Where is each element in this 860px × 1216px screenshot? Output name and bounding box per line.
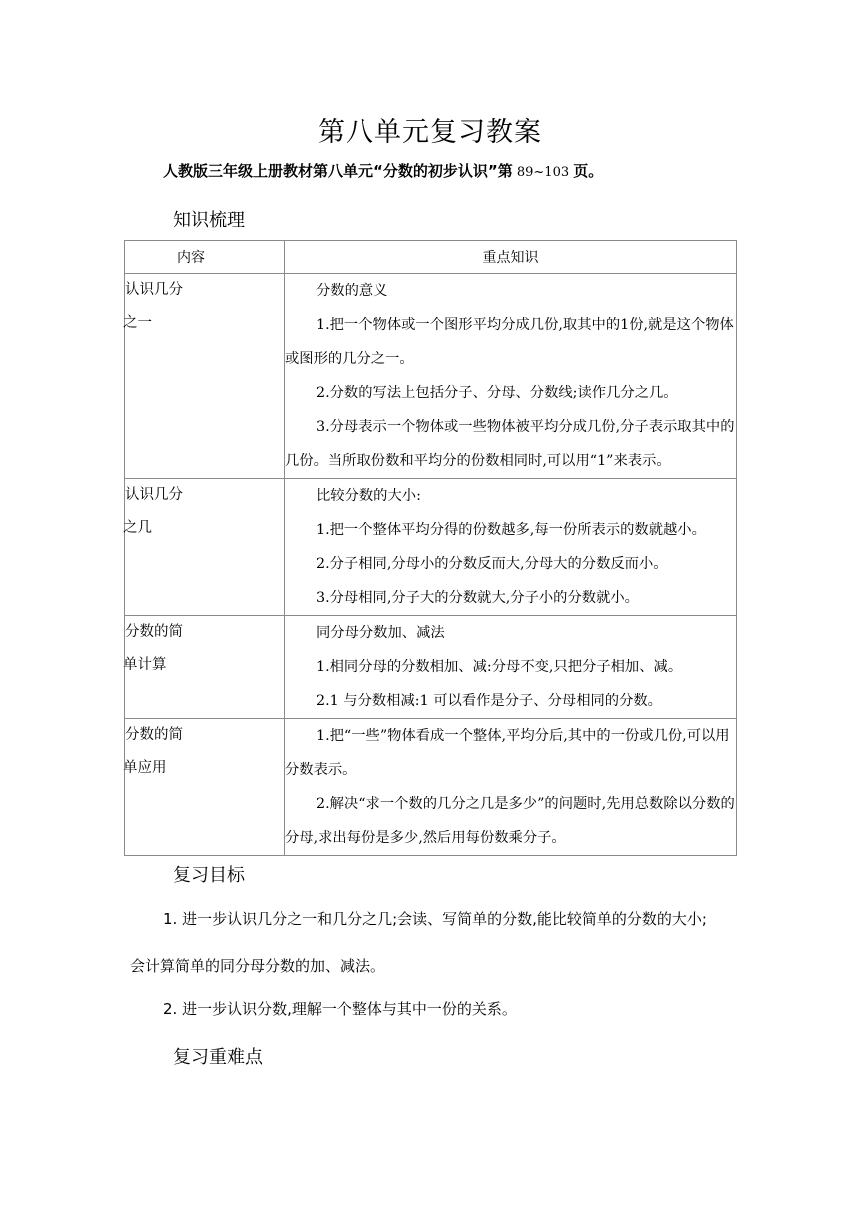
content-line: 2.1 与分数相减:1 可以看作是分子、分母相同的分数。 — [316, 693, 662, 709]
content-line: 2.分子相同,分母小的分数反而大,分母大的分数反而小。 — [316, 556, 668, 572]
topic-line: 认识几分 — [125, 487, 183, 503]
topic-line: 单计算 — [123, 657, 167, 673]
table-row — [125, 479, 737, 616]
table-header-key-points: 重点知识 — [285, 241, 737, 274]
content-line: 1.把“一些”物体看成一个整体,平均分后,其中的一份或几份,可以用分数表示。 — [285, 728, 730, 778]
topic-cell — [125, 274, 285, 479]
topic-line: 分数的简 — [125, 727, 183, 743]
content-cell — [285, 479, 737, 616]
section-heading-knowledge: 知识梳理 — [173, 210, 245, 231]
goal-2: 2. 进一步认识分数,理解一个整体与其中一份的关系。 — [163, 1000, 517, 1018]
topic-line: 认识几分 — [125, 282, 183, 298]
intro-line — [163, 160, 603, 181]
table-row — [125, 719, 737, 856]
content-line: 分数的意义 — [316, 283, 388, 299]
content-cell — [285, 719, 737, 856]
table-header-row — [125, 241, 737, 274]
topic-cell — [125, 719, 285, 856]
content-line: 比较分数的大小: — [316, 488, 421, 504]
table-row — [125, 274, 737, 479]
section-heading-goals: 复习目标 — [173, 865, 245, 886]
table-header-content: 内容 — [125, 241, 285, 274]
content-line: 1.相同分母的分数相加、减:分母不变,只把分子相加、减。 — [316, 659, 683, 675]
content-line: 3.分母相同,分子大的分数就大,分子小的分数就小。 — [316, 590, 639, 606]
knowledge-table — [124, 240, 737, 856]
topic-cell — [125, 479, 285, 616]
content-line: 1.把一个物体或一个图形平均分成几份,取其中的1份,就是这个物体或图形的几分之一。 — [285, 317, 734, 367]
intro-text-end: 页。 — [573, 162, 604, 180]
intro-text: 人教版三年级上册教材第八单元“分数的初步认识”第 — [163, 162, 513, 180]
topic-line: 单应用 — [123, 760, 167, 776]
document-title: 第八单元复习教案 — [318, 117, 542, 148]
goal-1-line-1: 1. 进一步认识几分之一和几分之几;会读、写简单的分数,能比较简单的分数的大小; — [163, 910, 707, 928]
content-cell — [285, 274, 737, 479]
content-line: 同分母分数加、减法 — [316, 625, 445, 641]
goal-1-line-2: 会计算简单的同分母分数的加、减法。 — [130, 957, 386, 975]
topic-line: 之几 — [123, 520, 152, 536]
table-row — [125, 616, 737, 719]
topic-line: 之一 — [123, 315, 152, 331]
topic-line: 分数的简 — [125, 624, 183, 640]
intro-pages: 89~103 — [512, 165, 574, 180]
section-heading-key-difficulties: 复习重难点 — [173, 1047, 263, 1068]
content-line: 2.解决“求一个数的几分之几是多少”的问题时,先用总数除以分数的分母,求出每份是多少,然后用每份数乘分子。 — [285, 796, 735, 846]
topic-cell — [125, 616, 285, 719]
content-cell — [285, 616, 737, 719]
content-line: 1.把一个整体平均分得的份数越多,每一份所表示的数就越小。 — [316, 522, 706, 538]
content-line: 2.分数的写法上包括分子、分母、分数线;读作几分之几。 — [316, 385, 678, 401]
content-line: 3.分母表示一个物体或一些物体被平均分成几份,分子表示取其中的几份。当所取份数和平均分的份数相同时,可以用“1”来表示。 — [285, 419, 735, 469]
